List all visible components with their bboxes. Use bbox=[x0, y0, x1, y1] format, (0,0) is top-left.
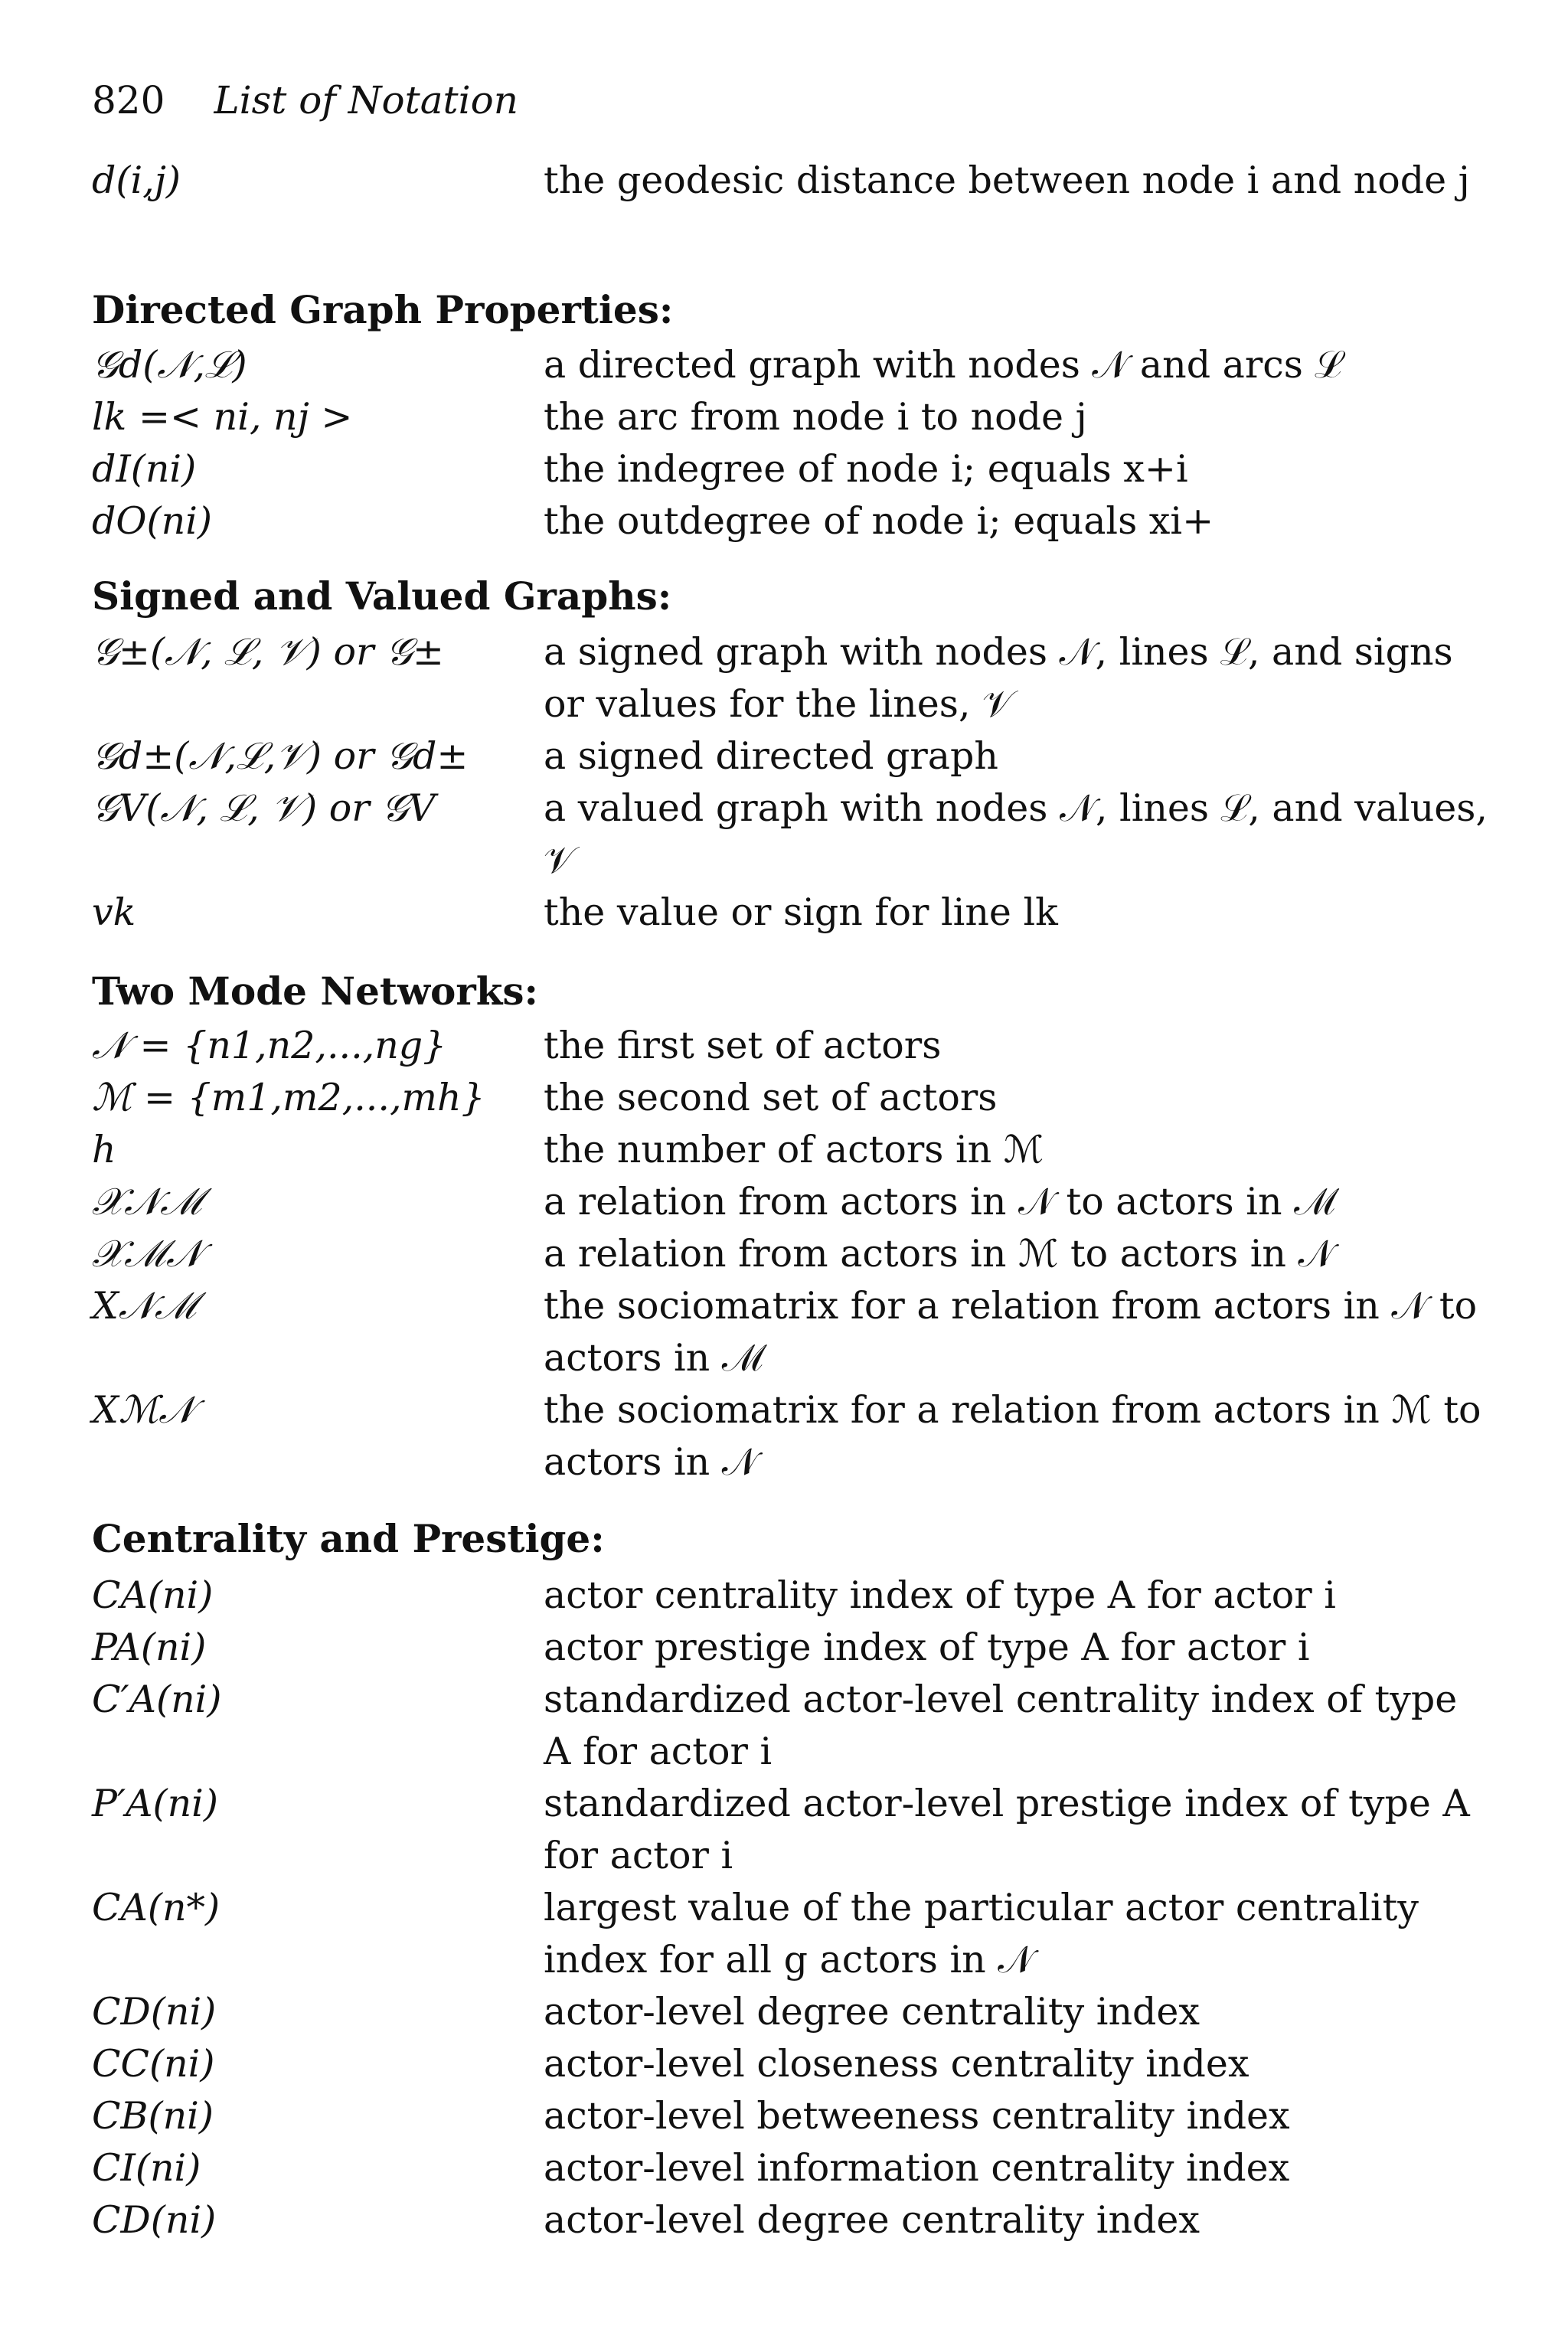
notation-symbol: dI(ni) bbox=[92, 447, 197, 491]
notation-symbol: 𝒳𝒩ℳ bbox=[92, 1180, 202, 1224]
notation-description: standardized actor-level centrality index of type A for actor i bbox=[544, 1678, 1458, 1773]
notation-description: actor-level degree centrality index bbox=[544, 2198, 1200, 2242]
notation-symbol: 𝒳ℳ𝒩 bbox=[92, 1232, 202, 1276]
section-heading: Signed and Valued Graphs: bbox=[92, 573, 672, 619]
notation-description: the sociomatrix for a relation from actors in 𝒩 to actors in ℳ bbox=[544, 1284, 1478, 1380]
notation-symbol: ℳ = {m1,m2,...,mh} bbox=[92, 1076, 485, 1119]
section-heading: Directed Graph Properties: bbox=[92, 287, 674, 332]
notation-symbol: CD(ni) bbox=[92, 2198, 217, 2242]
notation-symbol: CB(ni) bbox=[92, 2094, 214, 2138]
notation-symbol: dO(ni) bbox=[92, 499, 213, 543]
notation-description: actor-level betweeness centrality index bbox=[544, 2094, 1290, 2138]
notation-description: a relation from actors in ℳ to actors in 𝒩 bbox=[544, 1232, 1334, 1276]
notation-symbol: C′A(ni) bbox=[92, 1678, 222, 1721]
notation-description: a signed directed graph bbox=[544, 734, 998, 778]
notation-description: the outdegree of node i; equals xi+ bbox=[544, 499, 1214, 543]
running-head bbox=[92, 74, 518, 127]
notation-description: a valued graph with nodes 𝒩, lines ℒ, and values, 𝒱 bbox=[544, 786, 1488, 882]
notation-symbol: CA(ni) bbox=[92, 1573, 214, 1617]
notation-symbol: PA(ni) bbox=[92, 1625, 207, 1669]
notation-description: largest value of the particular actor centrality index for all g actors in 𝒩 bbox=[544, 1886, 1419, 1982]
notation-symbol: 𝒢V(𝒩, ℒ, 𝒱) or 𝒢V bbox=[92, 786, 436, 830]
notation-description: the arc from node i to node j bbox=[544, 395, 1087, 439]
notation-description: actor prestige index of type A for actor i bbox=[544, 1625, 1310, 1669]
notation-symbol: 𝒩 = {n1,n2,...,ng} bbox=[92, 1024, 447, 1067]
notation-description: a signed graph with nodes 𝒩, lines ℒ, and signs or values for the lines, 𝒱 bbox=[544, 630, 1453, 726]
notation-description: a directed graph with nodes 𝒩 and arcs ℒ bbox=[544, 343, 1343, 387]
notation-symbol: X𝒩ℳ bbox=[92, 1284, 197, 1328]
notation-symbol: 𝒢d±(𝒩,ℒ,𝒱) or 𝒢d± bbox=[92, 734, 469, 778]
notation-symbol: Xℳ𝒩 bbox=[92, 1388, 195, 1432]
notation-description: the second set of actors bbox=[544, 1076, 998, 1119]
notation-symbol: CC(ni) bbox=[92, 2042, 215, 2086]
notation-description: the first set of actors bbox=[544, 1024, 942, 1067]
notation-description: the value or sign for line lk bbox=[544, 890, 1058, 934]
notation-description: a relation from actors in 𝒩 to actors in ℳ bbox=[544, 1180, 1336, 1224]
notation-description: actor-level closeness centrality index bbox=[544, 2042, 1250, 2086]
notation-description: actor-level information centrality index bbox=[544, 2146, 1290, 2190]
notation-symbol: vk bbox=[92, 890, 136, 934]
notation-symbol: CI(ni) bbox=[92, 2146, 201, 2190]
notation-symbol: 𝒢d(𝒩,ℒ) bbox=[92, 343, 247, 387]
running-title: List of Notation bbox=[214, 78, 518, 123]
notation-symbol: CA(n*) bbox=[92, 1886, 220, 1929]
notation-description: the number of actors in ℳ bbox=[544, 1128, 1044, 1171]
notation-symbol: lk =< ni, nj > bbox=[92, 395, 353, 439]
notation-description: the sociomatrix for a relation from actors in ℳ to actors in 𝒩 bbox=[544, 1388, 1481, 1484]
section-heading: Centrality and Prestige: bbox=[92, 1516, 605, 1561]
notation-symbol: CD(ni) bbox=[92, 1990, 217, 2034]
notation-symbol: h bbox=[92, 1128, 116, 1171]
notation-description: the geodesic distance between node i and node j bbox=[544, 158, 1470, 202]
section-heading: Two Mode Networks: bbox=[92, 969, 538, 1014]
notation-symbol: d(i,j) bbox=[92, 158, 181, 202]
notation-description: actor-level degree centrality index bbox=[544, 1990, 1200, 2034]
page-number: 820 bbox=[92, 78, 165, 123]
notation-description: the indegree of node i; equals x+i bbox=[544, 447, 1188, 491]
notation-description: standardized actor-level prestige index of type A for actor i bbox=[544, 1782, 1470, 1877]
notation-symbol: 𝒢±(𝒩, ℒ, 𝒱) or 𝒢± bbox=[92, 630, 444, 674]
notation-symbol: P′A(ni) bbox=[92, 1782, 218, 1825]
notation-description: actor centrality index of type A for actor i bbox=[544, 1573, 1336, 1617]
